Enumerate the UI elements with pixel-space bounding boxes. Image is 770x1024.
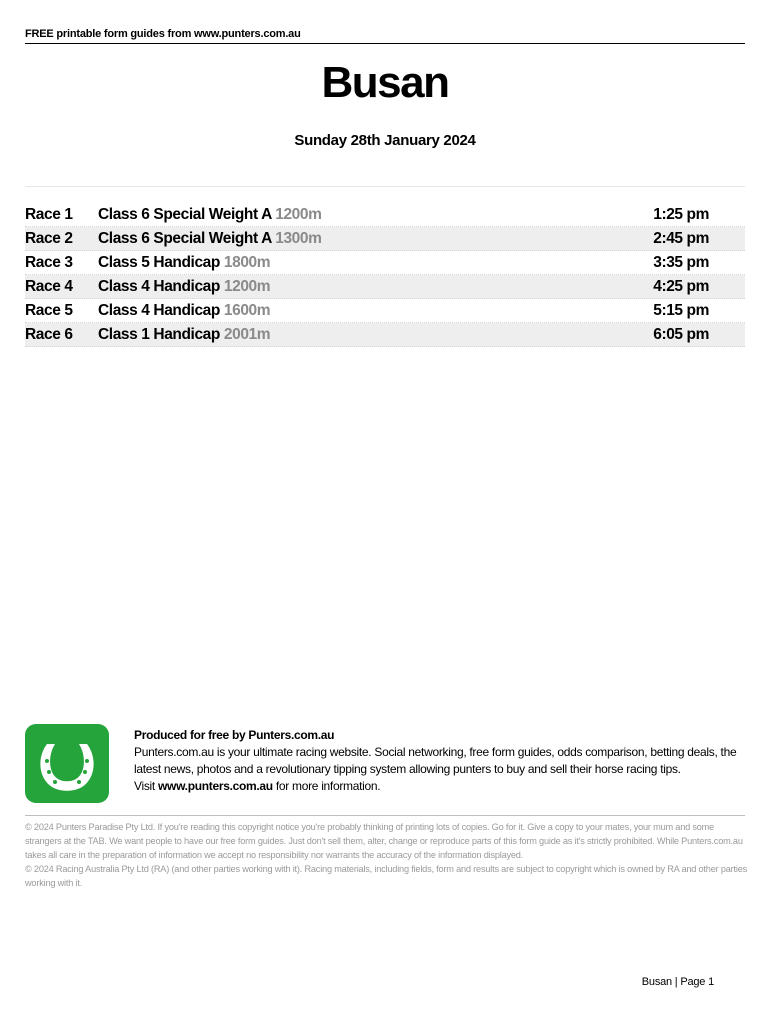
race-row — [25, 275, 745, 299]
race-name — [98, 203, 322, 226]
race-row — [25, 227, 745, 251]
visit-prefix: Visit — [134, 779, 158, 793]
race-distance: 2001m — [223, 326, 271, 343]
race-time: 4:25 pm — [653, 278, 709, 295]
race-distance: 1800m — [223, 254, 271, 271]
race-time: 6:05 pm — [653, 326, 709, 343]
race-name — [98, 275, 270, 298]
promo-text — [134, 727, 746, 795]
race-name — [98, 251, 270, 274]
race-list — [25, 203, 745, 347]
race-number: Race 3 — [25, 254, 73, 271]
meeting-date: Sunday 28th January 2024 — [294, 132, 476, 149]
page-footer: Busan | Page 1 — [641, 976, 714, 988]
race-number: Race 1 — [25, 206, 73, 223]
race-name — [98, 227, 322, 250]
race-row — [25, 251, 745, 275]
promo-block — [25, 723, 745, 803]
race-distance: 1200m — [275, 206, 322, 223]
visit-suffix: for more information. — [272, 779, 381, 793]
race-distance: 1200m — [223, 278, 271, 295]
race-time: 2:45 pm — [653, 230, 709, 247]
race-row — [25, 299, 745, 323]
divider — [25, 186, 745, 187]
race-time: 1:25 pm — [653, 206, 709, 223]
promo-body: Punters.com.au is your ultimate racing website. Social networking, free form guides, odds comparison, betting deals, the latest news, photos and a revolutionary tipping system allowing punters to buy and sell their horse racing tips. — [134, 745, 737, 776]
race-class: Class 1 Handicap — [98, 326, 220, 343]
horseshoe-icon — [25, 724, 109, 803]
race-time: 5:15 pm — [653, 302, 709, 319]
race-time: 3:35 pm — [653, 254, 709, 271]
promo-visit — [134, 778, 746, 795]
page-header: FREE printable form guides from www.punters.com.au — [25, 28, 745, 44]
race-class: Class 5 Handicap — [98, 254, 220, 271]
race-row — [25, 323, 745, 347]
website-link[interactable]: www.punters.com.au — [158, 779, 273, 793]
race-number: Race 6 — [25, 326, 73, 343]
race-number: Race 2 — [25, 230, 73, 247]
race-name — [98, 299, 270, 322]
copyright-racing-australia: © 2024 Racing Australia Pty Ltd (RA) (and other parties working with it). Racing materials, including fields, form and results are subject to copyright which is owned by RA and other parties working with it. — [25, 864, 747, 888]
race-class: Class 4 Handicap — [98, 278, 220, 295]
race-class: Class 6 Special Weight A — [98, 230, 272, 247]
race-class: Class 4 Handicap — [98, 302, 220, 319]
race-distance: 1600m — [223, 302, 271, 319]
copyright-punters: © 2024 Punters Paradise Pty Ltd. If you're reading this copyright notice you're probably thinking of printing lots of copies. Go for it. Give a copy to your mates, your mum and some strangers at the TAB. We want people to have our free form guides. Just don't sell them, alter, change or reproduce parts of this form guide as it's strictly prohibited. While Punters.com.au takes all care in the preparation of information we accept no responsibility nor warrants the accuracy of the information displayed. — [25, 822, 743, 860]
race-number: Race 4 — [25, 278, 73, 295]
race-row — [25, 203, 745, 227]
race-number: Race 5 — [25, 302, 73, 319]
venue-title: Busan — [321, 58, 449, 107]
race-distance: 1300m — [275, 230, 322, 247]
race-class: Class 6 Special Weight A — [98, 206, 272, 223]
copyright-notice — [25, 820, 747, 890]
promo-title: Produced for free by Punters.com.au — [134, 728, 335, 742]
horseshoe-logo-icon — [25, 724, 109, 803]
divider — [25, 815, 745, 816]
race-name — [98, 323, 270, 346]
